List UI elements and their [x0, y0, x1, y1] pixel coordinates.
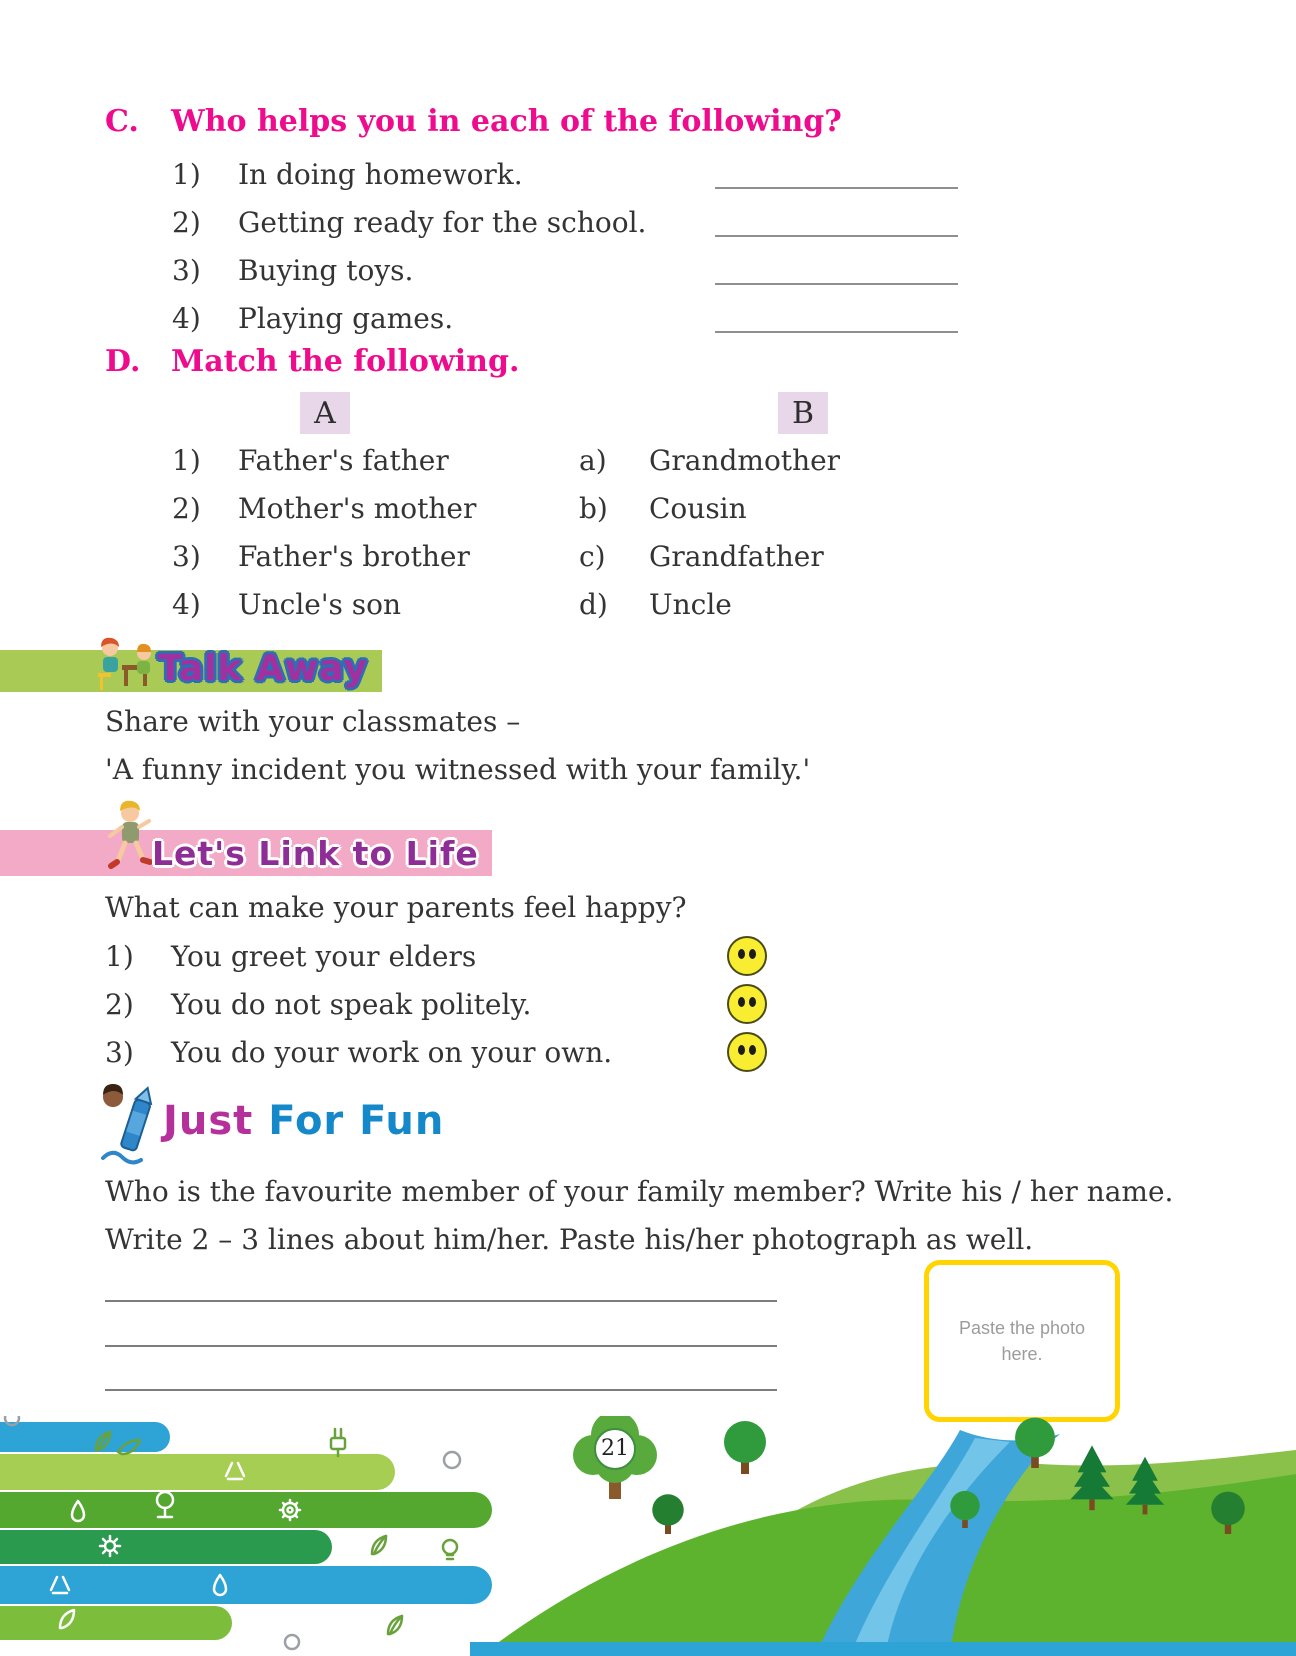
item-number: 1): [172, 157, 201, 191]
item-number: 2): [172, 491, 201, 525]
circle-doodle-icon: [285, 1635, 299, 1649]
just-for-fun-crayon-clipart: [95, 1082, 167, 1170]
item-number: 4): [172, 587, 201, 621]
just-for-fun-line: Write 2 – 3 lines about him/her. Paste his/her photograph as well.: [105, 1223, 1034, 1256]
leaf-icon: [388, 1616, 402, 1634]
talk-away-text: [105, 698, 810, 794]
section-c-heading: [105, 104, 958, 150]
section-c-title: Who helps you in each of the following?: [171, 104, 842, 139]
item-number: 3): [172, 539, 201, 573]
item-number: 4): [172, 301, 201, 335]
item-text: Getting ready for the school.: [238, 205, 647, 239]
link-item-row: [105, 980, 767, 1028]
smiley-face[interactable]: [727, 1032, 767, 1072]
smiley-eye: [738, 949, 745, 959]
just-for-fun-title-part2: For Fun: [268, 1098, 445, 1144]
talk-away-line: 'A funny incident you witnessed with your family.': [105, 753, 811, 786]
match-left-text: Father's father: [238, 443, 449, 477]
smiley-eye: [749, 997, 756, 1007]
page-number: 21: [601, 1436, 629, 1461]
link-item-row: [105, 1028, 767, 1076]
question-row: [105, 150, 958, 198]
match-left-text: Father's brother: [238, 539, 470, 573]
match-left-text: Mother's mother: [238, 491, 477, 525]
section-d-heading: [105, 344, 1075, 390]
photo-paste-box[interactable]: [924, 1260, 1120, 1422]
match-right-text: Grandfather: [649, 539, 824, 573]
item-letter: b): [579, 491, 608, 525]
section-d: [105, 344, 1075, 628]
link-to-life-title: Let's Link to Life: [152, 834, 479, 873]
item-letter: c): [579, 539, 606, 573]
match-right-text: Cousin: [649, 491, 747, 525]
link-to-life-question: What can make your parents feel happy?: [105, 891, 687, 924]
section-d-title: Match the following.: [171, 344, 520, 379]
write-line[interactable]: [105, 1300, 777, 1302]
item-number: 1): [105, 939, 134, 973]
item-number: 3): [105, 1035, 134, 1069]
light-bulb-icon: [443, 1540, 457, 1559]
talk-away-line: Share with your classmates –: [105, 705, 521, 738]
question-row: [105, 198, 958, 246]
smiley-eye: [749, 1045, 756, 1055]
match-row: [105, 484, 1075, 532]
item-number: 2): [172, 205, 201, 239]
item-text: Buying toys.: [238, 253, 414, 287]
item-text: In doing homework.: [238, 157, 523, 191]
answer-blank[interactable]: [715, 159, 958, 189]
talk-away-kids-clipart: [92, 632, 162, 694]
item-number: 2): [105, 987, 134, 1021]
smiley-eye: [749, 949, 756, 959]
item-text: You greet your elders: [171, 939, 477, 973]
smiley-eye: [738, 997, 745, 1007]
match-row: [105, 532, 1075, 580]
match-row: [105, 580, 1075, 628]
item-letter: a): [579, 443, 607, 477]
footer-decoration: [0, 1416, 1296, 1656]
item-letter: d): [579, 587, 608, 621]
section-d-label: D.: [105, 344, 141, 379]
answer-blank[interactable]: [715, 207, 958, 237]
link-to-life-kid-clipart: [100, 798, 156, 886]
link-item-row: [105, 932, 767, 980]
just-for-fun-line: Who is the favourite member of your family member? Write his / her name.: [105, 1175, 1174, 1208]
write-line[interactable]: [105, 1345, 777, 1347]
match-right-text: Grandmother: [649, 443, 841, 477]
item-number: 1): [172, 443, 201, 477]
bottom-water-band: [470, 1642, 1296, 1656]
column-b-header: B: [778, 392, 828, 434]
question-row: [105, 294, 958, 342]
item-text: You do not speak politely.: [171, 987, 532, 1021]
write-line[interactable]: [105, 1389, 777, 1391]
match-row: [105, 436, 1075, 484]
just-for-fun-title: [163, 1098, 444, 1144]
smiley-face[interactable]: [727, 984, 767, 1024]
match-right-text: Uncle: [649, 587, 732, 621]
match-column-headers: [105, 390, 1075, 436]
just-for-fun-title-part1: Just: [163, 1098, 254, 1144]
tree: [724, 1421, 766, 1474]
smiley-eye: [738, 1045, 745, 1055]
item-number: 3): [172, 253, 201, 287]
leaf-icon: [372, 1536, 386, 1554]
just-for-fun-text: [105, 1168, 1215, 1264]
section-c: [105, 104, 958, 342]
talk-away-title: Talk Away: [158, 648, 368, 689]
smiley-face[interactable]: [727, 936, 767, 976]
tree: [652, 1494, 684, 1534]
match-left-text: Uncle's son: [238, 587, 402, 621]
answer-blank[interactable]: [715, 255, 958, 285]
eco-strips: [0, 1422, 492, 1640]
item-text: You do your work on your own.: [171, 1035, 613, 1069]
link-to-life-section: [105, 884, 767, 1076]
question-row: [105, 246, 958, 294]
photo-paste-label: Paste the photo here.: [958, 1318, 1086, 1364]
section-c-label: C.: [105, 104, 139, 139]
circle-doodle-icon: [444, 1452, 460, 1468]
column-a-header: A: [300, 392, 350, 434]
plug-icon: [331, 1429, 345, 1456]
answer-blank[interactable]: [715, 303, 958, 333]
item-text: Playing games.: [238, 301, 454, 335]
